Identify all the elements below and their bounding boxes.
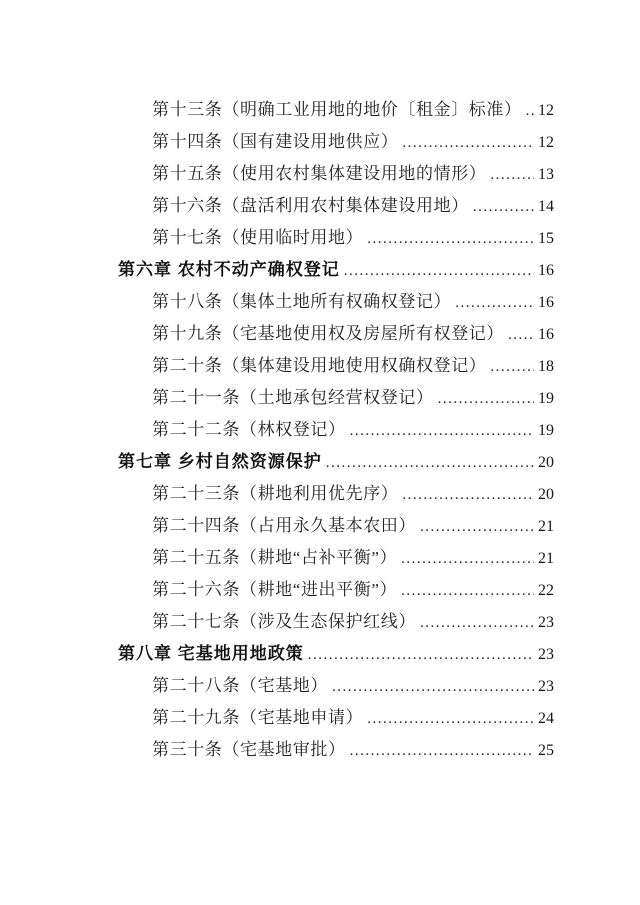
toc-entry bbox=[118, 702, 554, 734]
toc-list bbox=[118, 94, 554, 766]
toc-page-number: 16 bbox=[538, 326, 554, 343]
toc-page-number: 23 bbox=[538, 646, 554, 663]
toc-page-number: 13 bbox=[538, 166, 554, 183]
dot-leader bbox=[401, 543, 534, 575]
toc-entry bbox=[118, 446, 554, 478]
toc-entry bbox=[118, 254, 554, 286]
toc-page-number: 19 bbox=[538, 422, 554, 439]
toc-page-number: 12 bbox=[538, 102, 554, 119]
toc-entry bbox=[118, 606, 554, 638]
toc-entry-label: 第二十六条（耕地“进出平衡”） bbox=[152, 580, 398, 599]
toc-entry bbox=[118, 222, 554, 254]
dot-leader bbox=[350, 735, 534, 767]
toc-page-number: 16 bbox=[538, 262, 554, 279]
toc-entry bbox=[118, 126, 554, 158]
dot-leader bbox=[473, 191, 534, 223]
toc-entry bbox=[118, 414, 554, 446]
toc-entry bbox=[118, 574, 554, 606]
toc-page-number: 12 bbox=[538, 134, 554, 151]
dot-leader bbox=[490, 159, 534, 191]
toc-entry bbox=[118, 94, 554, 126]
toc-entry-label: 第二十九条（宅基地申请） bbox=[152, 708, 364, 727]
dot-leader bbox=[402, 127, 534, 159]
toc-entry-label: 第六章 农村不动产确权登记 bbox=[118, 260, 340, 279]
toc-entry-label: 第七章 乡村自然资源保护 bbox=[118, 452, 322, 471]
dot-leader bbox=[420, 607, 534, 639]
toc-entry-label: 第二十八条（宅基地） bbox=[152, 676, 328, 695]
toc-page-number: 21 bbox=[538, 550, 554, 567]
toc-page-number: 20 bbox=[538, 454, 554, 471]
toc-page-number: 21 bbox=[538, 518, 554, 535]
toc-page-number: 15 bbox=[538, 230, 554, 247]
toc-page-number: 20 bbox=[538, 486, 554, 503]
toc-entry-label: 第二十一条（土地承包经营权登记） bbox=[152, 388, 434, 407]
toc-page-number: 22 bbox=[538, 582, 554, 599]
toc-entry bbox=[118, 286, 554, 318]
toc-entry-label: 第十八条（集体土地所有权确权登记） bbox=[152, 292, 452, 311]
dot-leader bbox=[344, 255, 534, 287]
toc-entry bbox=[118, 190, 554, 222]
toc-entry bbox=[118, 670, 554, 702]
toc-page-number: 24 bbox=[538, 710, 554, 727]
dot-leader bbox=[455, 287, 534, 319]
toc-page-number: 16 bbox=[538, 294, 554, 311]
toc-entry bbox=[118, 158, 554, 190]
dot-leader bbox=[367, 223, 534, 255]
dot-leader bbox=[401, 575, 534, 607]
dot-leader bbox=[420, 511, 534, 543]
toc-entry bbox=[118, 510, 554, 542]
dot-leader bbox=[490, 351, 534, 383]
toc-entry-label: 第八章 宅基地用地政策 bbox=[118, 644, 304, 663]
toc-page-number: 14 bbox=[538, 198, 554, 215]
toc-entry-label: 第二十三条（耕地利用优先序） bbox=[152, 484, 399, 503]
toc-entry-label: 第十七条（使用临时用地） bbox=[152, 228, 364, 247]
toc-entry-label: 第二十七条（涉及生态保护红线） bbox=[152, 612, 416, 631]
toc-page-number: 19 bbox=[538, 390, 554, 407]
toc-entry-label: 第二十条（集体建设用地使用权确权登记） bbox=[152, 356, 487, 375]
toc-page-number: 25 bbox=[538, 742, 554, 759]
toc-page-number: 18 bbox=[538, 358, 554, 375]
toc-entry-label: 第十四条（国有建设用地供应） bbox=[152, 132, 399, 151]
dot-leader bbox=[332, 671, 534, 703]
toc-entry bbox=[118, 350, 554, 382]
toc-entry bbox=[118, 542, 554, 574]
dot-leader bbox=[350, 415, 534, 447]
dot-leader bbox=[526, 95, 534, 127]
toc-entry-label: 第二十四条（占用永久基本农田） bbox=[152, 516, 416, 535]
dot-leader bbox=[367, 703, 534, 735]
dot-leader bbox=[508, 319, 534, 351]
toc-entry-label: 第三十条（宅基地审批） bbox=[152, 740, 346, 759]
toc-page-number: 23 bbox=[538, 614, 554, 631]
toc-entry bbox=[118, 382, 554, 414]
toc-entry bbox=[118, 638, 554, 670]
toc-entry-label: 第十六条（盘活利用农村集体建设用地） bbox=[152, 196, 469, 215]
dot-leader bbox=[326, 447, 534, 479]
toc-entry-label: 第十九条（宅基地使用权及房屋所有权登记） bbox=[152, 324, 504, 343]
toc-entry-label: 第十三条（明确工业用地的地价〔租金〕标准） bbox=[152, 100, 522, 119]
toc-entry-label: 第十五条（使用农村集体建设用地的情形） bbox=[152, 164, 487, 183]
toc-page-number: 23 bbox=[538, 678, 554, 695]
dot-leader bbox=[308, 639, 534, 671]
toc-entry-label: 第二十二条（林权登记） bbox=[152, 420, 346, 439]
toc-entry bbox=[118, 318, 554, 350]
toc-entry-label: 第二十五条（耕地“占补平衡”） bbox=[152, 548, 398, 567]
toc-entry bbox=[118, 478, 554, 510]
dot-leader bbox=[402, 479, 534, 511]
toc-entry bbox=[118, 734, 554, 766]
dot-leader bbox=[438, 383, 534, 415]
